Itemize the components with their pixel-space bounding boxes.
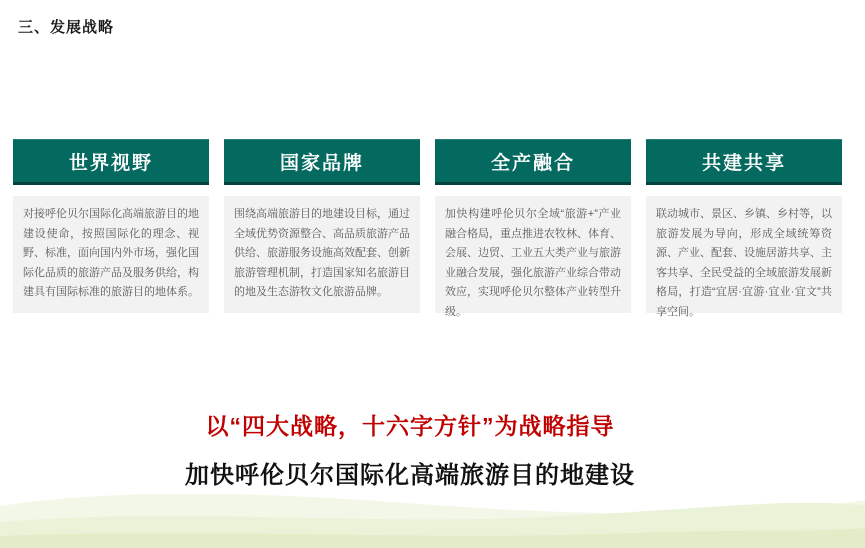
slide-title: 三、发展战略 [18, 19, 115, 36]
pillar-body-text: 加快构建呼伦贝尔全域“旅游+”产业融合格局，重点推进农牧林、体育、会展、边贸、工业五大类产业与旅游业融合发展，强化旅游产业综合带动效应，实现呼伦贝尔整体产业转型升级。 [435, 196, 631, 313]
pillar-card-world-vision [13, 139, 209, 313]
pillar-row [13, 139, 842, 318]
headline-goal: 加快呼伦贝尔国际化高端旅游目的地建设 [185, 462, 635, 489]
pillar-body-text: 围绕高端旅游目的地建设目标，通过全域优势资源整合、高品质旅游产品供给、旅游服务设施高效配套、创新旅游管理机制，打造国家知名旅游目的地及生态游牧文化旅游品牌。 [224, 196, 420, 313]
pillar-card-industry-integration [435, 139, 631, 318]
pillar-header: 全产融合 [435, 139, 631, 185]
pillar-body-text: 联动城市、景区、乡镇、乡村等，以旅游发展为导向，形成全域统筹资源、产业、配套、设施居游共享、主客共享、全民受益的全域旅游发展新格局，打造“宜居·宜游·宜业·宜文”共享空间。 [646, 196, 842, 313]
pillar-body-text: 对接呼伦贝尔国际化高端旅游目的地建设使命，按照国际化的理念、视野、标准，面向国内外市场，强化国际化品质的旅游产品及服务供给，构建具有国际标准的旅游目的地体系。 [13, 196, 209, 313]
headline-block [0, 408, 820, 490]
pillar-header: 国家品牌 [224, 139, 420, 185]
pillar-header: 世界视野 [13, 139, 209, 185]
pillar-header: 共建共享 [646, 139, 842, 185]
headline-strategy: 以“四大战略，十六字方针”为战略指导 [205, 413, 615, 439]
pillar-card-shared-development [646, 139, 842, 318]
pillar-card-national-brand [224, 139, 420, 313]
